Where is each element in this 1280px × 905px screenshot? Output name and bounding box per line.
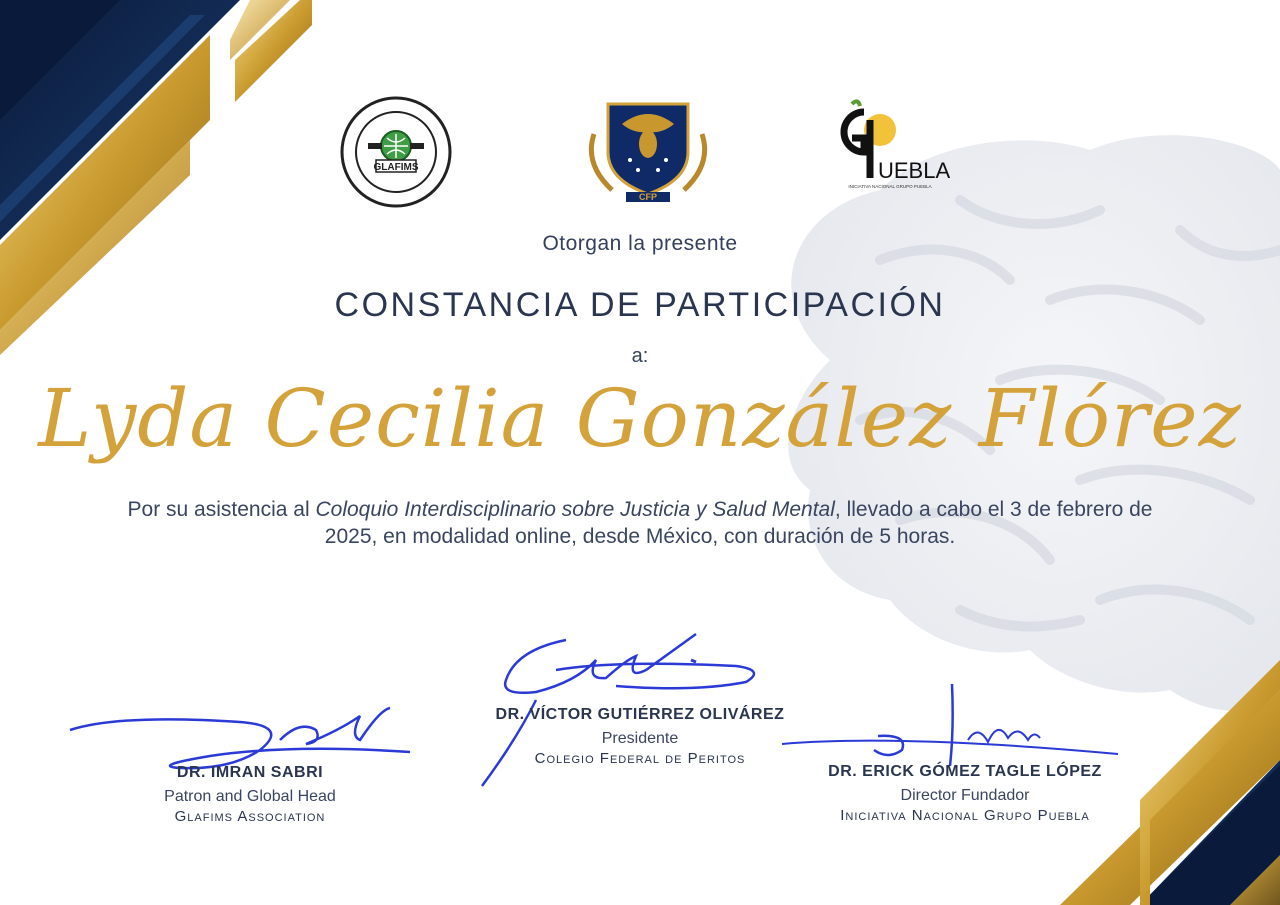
- description-pre: Por su asistencia al: [127, 498, 316, 521]
- recipient-prefix: a:: [631, 345, 649, 367]
- signatory-gutierrez: [440, 706, 840, 767]
- signatory-org: Colegio Federal de Peritos: [534, 750, 746, 767]
- svg-text:UEBLA: UEBLA: [878, 158, 950, 183]
- signatory-role: Presidente: [601, 730, 679, 747]
- svg-text:INICIATIVA NACIONAL GRUPO PUEB: INICIATIVA NACIONAL GRUPO PUEBLA: [848, 184, 932, 189]
- certificate-title: CONSTANCIA DE PARTICIPACIÓN: [334, 286, 946, 324]
- svg-text:CFP: CFP: [639, 192, 657, 202]
- signatory-name: DR. IMRAN SABRI: [176, 764, 324, 781]
- signatory-gomez: [790, 763, 1140, 824]
- signatory-sabri: [90, 764, 410, 825]
- signatory-name: DR. VÍCTOR GUTIÉRREZ OLIVÁREZ: [495, 706, 785, 723]
- signatory-org: Glafims Association: [174, 808, 326, 825]
- signatory-org: Iniciativa Nacional Grupo Puebla: [840, 807, 1090, 824]
- signatory-name: DR. ERICK GÓMEZ TAGLE LÓPEZ: [828, 763, 1102, 780]
- intro-text: Otorgan la presente: [542, 232, 738, 255]
- signatory-role: Patron and Global Head: [164, 788, 336, 805]
- description: [0, 496, 1280, 550]
- glafims-logo: [340, 96, 452, 208]
- gp-puebla-logo: [830, 96, 950, 196]
- cfp-logo: [582, 94, 714, 202]
- signatory-role: Director Fundador: [900, 787, 1030, 804]
- svg-text:GLAFIMS: GLAFIMS: [373, 162, 419, 173]
- description-post: , llevado a cabo el 3 de febrero de 2025, en modalidad online, desde México, con duración de 5 horas.: [324, 498, 1153, 548]
- recipient-name: Lyda Cecilia González Flórez: [38, 372, 1242, 465]
- event-name: Coloquio Interdisciplinario sobre Justicia y Salud Mental: [315, 498, 835, 521]
